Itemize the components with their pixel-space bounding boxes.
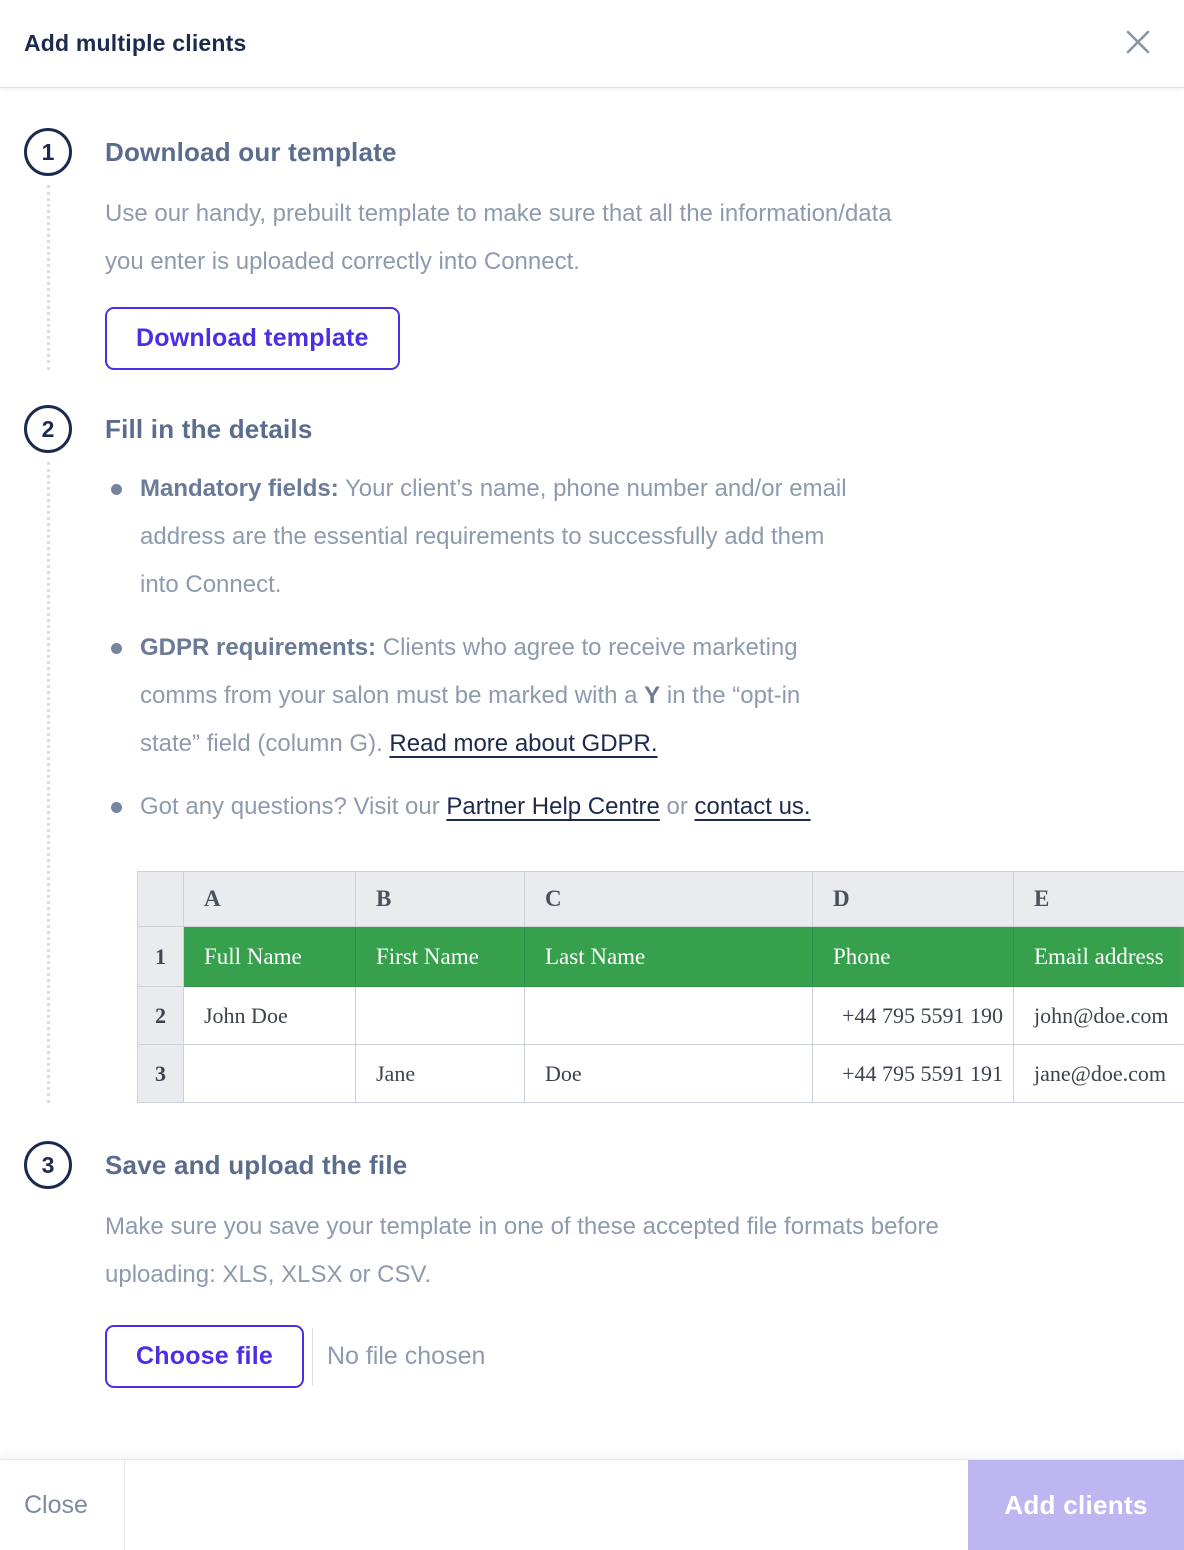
sheet-cell: Full Name [184, 927, 356, 987]
sheet-cell: John Doe [184, 987, 356, 1045]
sheet-cell: Last Name [525, 927, 813, 987]
close-button[interactable] [1120, 26, 1156, 62]
step-3-content [105, 1141, 1184, 1388]
step-3-description-line-2: uploading: XLS, XLSX or CSV. [105, 1261, 431, 1288]
modal-footer [0, 1459, 1184, 1550]
footer-close-button[interactable]: Close [0, 1460, 124, 1550]
step-connector-line [47, 462, 50, 1103]
sheet-row-number: 3 [138, 1045, 184, 1103]
bullet-questions [105, 783, 1184, 831]
step-1-description-line-2: you enter is uploaded correctly into Connect. [105, 248, 580, 275]
sheet-col-letter-c: C [525, 872, 813, 927]
sheet-cell: Email address [1014, 927, 1184, 987]
sheet-cell: jane@doe.com [1014, 1045, 1184, 1103]
details-bullet-list [105, 465, 1184, 831]
step-1-content [105, 128, 1184, 370]
sheet-header-row [138, 927, 1184, 987]
step-2-rail [24, 405, 72, 1103]
sheet-row-number: 1 [138, 927, 184, 987]
step-2-number-badge: 2 [24, 405, 72, 453]
mandatory-fields-text-1: Your client’s name, phone number and/or email [338, 475, 847, 502]
sheet-cell [356, 987, 525, 1045]
step-1-number-badge: 1 [24, 128, 72, 176]
sheet-col-letter-d: D [813, 872, 1014, 927]
step-3-rail [24, 1141, 72, 1388]
gdpr-opt-in-y: Y [644, 682, 661, 709]
sheet-col-letter-e: E [1014, 872, 1184, 927]
sheet-data-row [138, 987, 1184, 1045]
choose-file-button[interactable]: Choose file [105, 1325, 304, 1388]
modal-header [0, 0, 1184, 88]
mandatory-fields-lead: Mandatory fields: [140, 475, 339, 502]
sheet-col-letter-a: A [184, 872, 356, 927]
contact-us-link[interactable]: contact us. [694, 793, 811, 820]
file-upload-row [105, 1325, 1144, 1388]
step-3-number-badge: 3 [24, 1141, 72, 1189]
sheet-cell [525, 987, 813, 1045]
sheet-cell: Phone [813, 927, 1014, 987]
sheet-cell: Doe [525, 1045, 813, 1103]
step-connector-line [47, 185, 50, 370]
mandatory-fields-text-2: address are the essential requirements to successfully add them [140, 523, 825, 550]
partner-help-centre-link[interactable]: Partner Help Centre [446, 793, 660, 820]
bullet-gdpr-requirements [105, 624, 1184, 768]
sheet-cell: +44 795 5591 191 [813, 1045, 1014, 1103]
sheet-cell: First Name [356, 927, 525, 987]
step-2-content [105, 405, 1184, 1103]
no-file-chosen-text: No file chosen [326, 1342, 486, 1370]
gdpr-text-1: Clients who agree to receive marketing [376, 634, 798, 661]
step-3-heading: Save and upload the file [105, 1150, 408, 1180]
modal-title: Add multiple clients [24, 30, 247, 56]
gdpr-text-2: comms from your salon must be marked with a [140, 682, 645, 709]
sheet-col-letter-b: B [356, 872, 525, 927]
sheet-column-letter-row [138, 872, 1184, 927]
step-1 [24, 128, 1184, 405]
step-1-heading: Download our template [105, 137, 397, 167]
questions-text-1: Got any questions? Visit our [140, 793, 447, 820]
sheet-cell: Jane [356, 1045, 525, 1103]
add-clients-button[interactable]: Add clients [968, 1460, 1184, 1550]
step-3 [24, 1141, 1184, 1388]
file-input-divider [312, 1328, 313, 1386]
step-1-description-line-1: Use our handy, prebuilt template to make sure that all the information/data [105, 200, 892, 227]
gdpr-text-3: in the “opt-in [660, 682, 801, 709]
gdpr-lead: GDPR requirements: [140, 634, 377, 661]
sheet-corner-cell [138, 872, 184, 927]
modal-body [0, 88, 1184, 1459]
sheet-cell: john@doe.com [1014, 987, 1184, 1045]
step-3-description-line-1: Make sure you save your template in one of these accepted file formats before [105, 1213, 939, 1240]
sheet-cell [184, 1045, 356, 1103]
questions-text-2: or [659, 793, 695, 820]
mandatory-fields-text-3: into Connect. [140, 571, 282, 598]
sheet-cell: +44 795 5591 190 [813, 987, 1014, 1045]
gdpr-text-4: state” field (column G). [140, 730, 390, 757]
step-1-description [105, 190, 1144, 286]
step-3-description [105, 1203, 1144, 1299]
step-2 [24, 405, 1184, 1141]
step-1-rail [24, 128, 72, 370]
download-template-button[interactable]: Download template [105, 307, 400, 370]
spreadsheet-preview [137, 871, 1184, 1103]
sheet-data-row [138, 1045, 1184, 1103]
footer-divider [124, 1460, 125, 1550]
close-icon [1123, 27, 1153, 60]
bullet-mandatory-fields [105, 465, 1184, 609]
sheet-row-number: 2 [138, 987, 184, 1045]
read-more-gdpr-link[interactable]: Read more about GDPR. [389, 730, 658, 757]
step-2-heading: Fill in the details [105, 414, 313, 444]
spreadsheet-table [137, 871, 1184, 1103]
